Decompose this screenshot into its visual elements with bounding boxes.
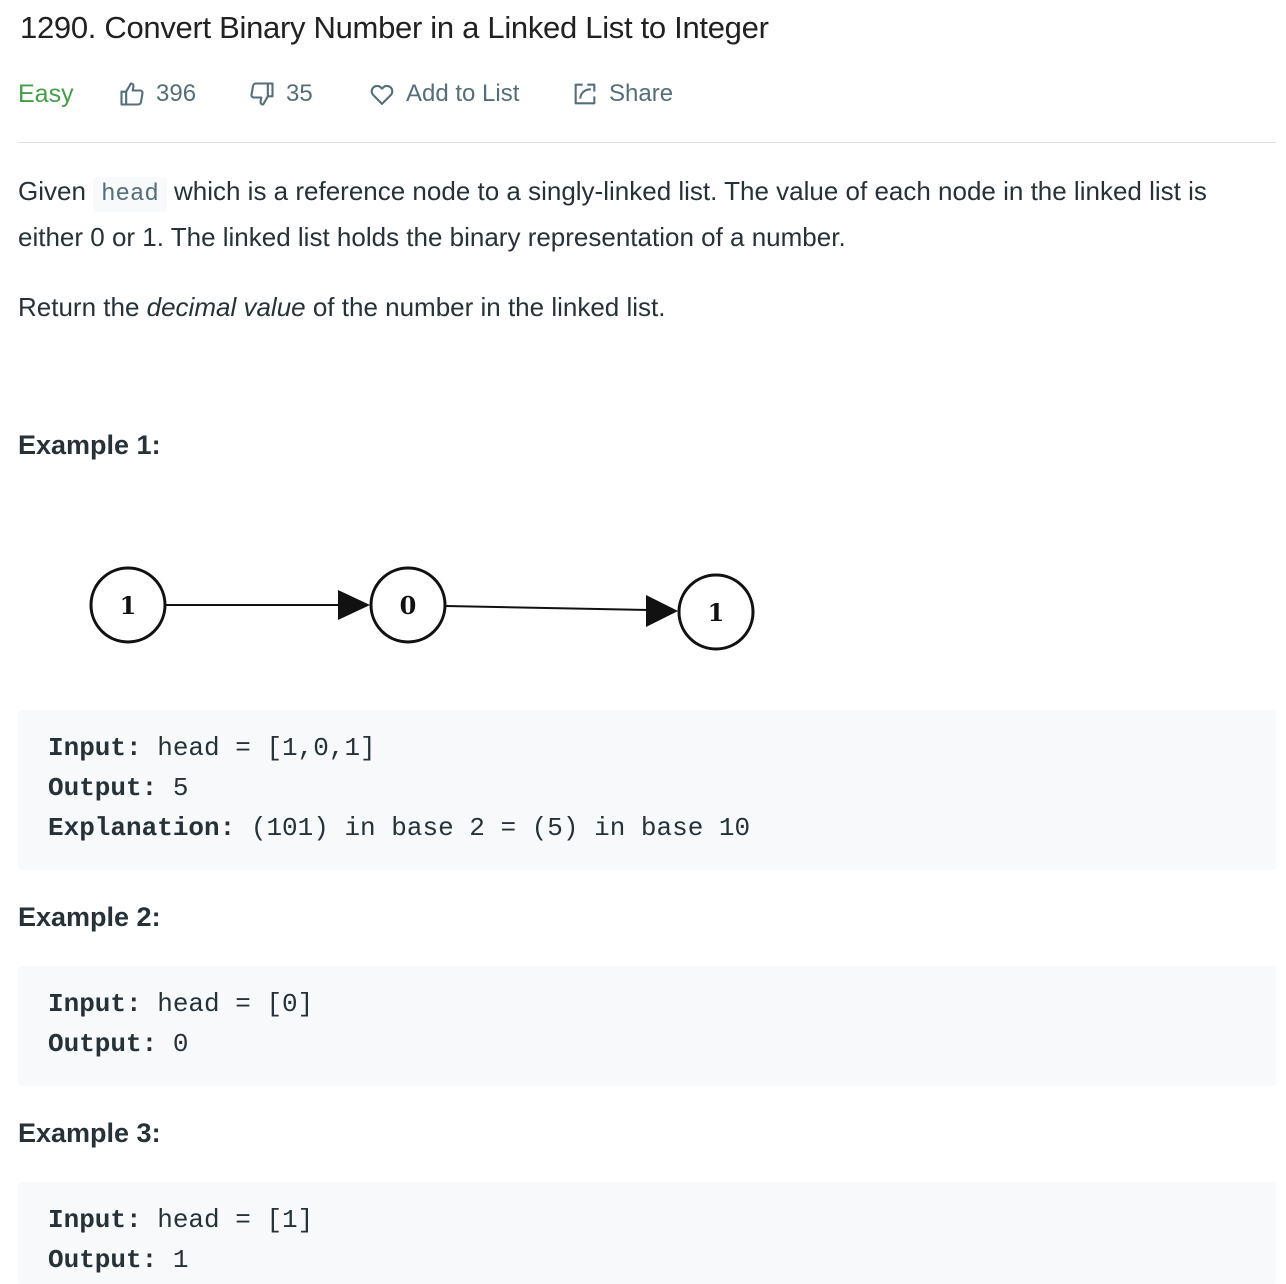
example-3-output-line: Output: 1 <box>48 1245 189 1275</box>
heart-icon <box>368 80 396 108</box>
linked-list-diagram <box>80 555 770 665</box>
diagram-node-1-label: 1 <box>119 591 137 620</box>
description-paragraph-1: Given head which is a reference node to a singly-linked list. The value of each node in the linked list is either 0 or 1. The linked list holds the binary representation of a number. <box>18 176 1207 252</box>
like-count: 396 <box>156 80 197 107</box>
example-1-explanation-line: Explanation: (101) in base 2 = (5) in base 10 <box>48 813 751 843</box>
problem-title: 1290. Convert Binary Number in a Linked List to Integer <box>20 10 769 45</box>
example-2-code-block <box>18 966 1276 1086</box>
diagram-arrowhead-2 <box>646 595 678 627</box>
example-1-output-line: Output: 5 <box>48 773 189 803</box>
share-icon <box>571 80 599 108</box>
share-button[interactable] <box>571 80 673 108</box>
inline-code-head: head <box>93 177 167 212</box>
dislike-button[interactable] <box>248 80 313 108</box>
example-2-heading: Example 2: <box>18 902 161 932</box>
add-to-list-button[interactable] <box>368 80 519 108</box>
example-1-input-line: Input: head = [1,0,1] <box>48 733 376 763</box>
share-label: Share <box>609 80 674 107</box>
example-3-input-line: Input: head = [1] <box>48 1205 314 1235</box>
thumbs-down-icon <box>248 80 276 108</box>
problem-description <box>18 170 1278 328</box>
diagram-arrowhead-1 <box>338 590 370 620</box>
decimal-value-emphasis: decimal value <box>146 292 306 322</box>
header-divider <box>18 142 1276 143</box>
example-3-heading: Example 3: <box>18 1118 161 1148</box>
thumbs-up-icon <box>118 80 146 108</box>
example-2-input-line: Input: head = [0] <box>48 989 314 1019</box>
like-button[interactable] <box>118 80 196 108</box>
add-to-list-label: Add to List <box>406 80 520 107</box>
dislike-count: 35 <box>286 80 313 107</box>
example-3-code-block <box>18 1182 1276 1284</box>
description-paragraph-2: Return the decimal value of the number in the linked list. <box>18 292 666 322</box>
diagram-node-2-label: 0 <box>399 591 417 620</box>
problem-meta-bar <box>18 76 1276 116</box>
diagram-node-3-label: 1 <box>707 598 725 627</box>
diagram-arrow-line-2 <box>446 606 650 610</box>
difficulty-badge: Easy <box>18 80 74 108</box>
example-1-heading: Example 1: <box>18 430 161 460</box>
example-2-output-line: Output: 0 <box>48 1029 189 1059</box>
example-1-code-block <box>18 710 1276 870</box>
